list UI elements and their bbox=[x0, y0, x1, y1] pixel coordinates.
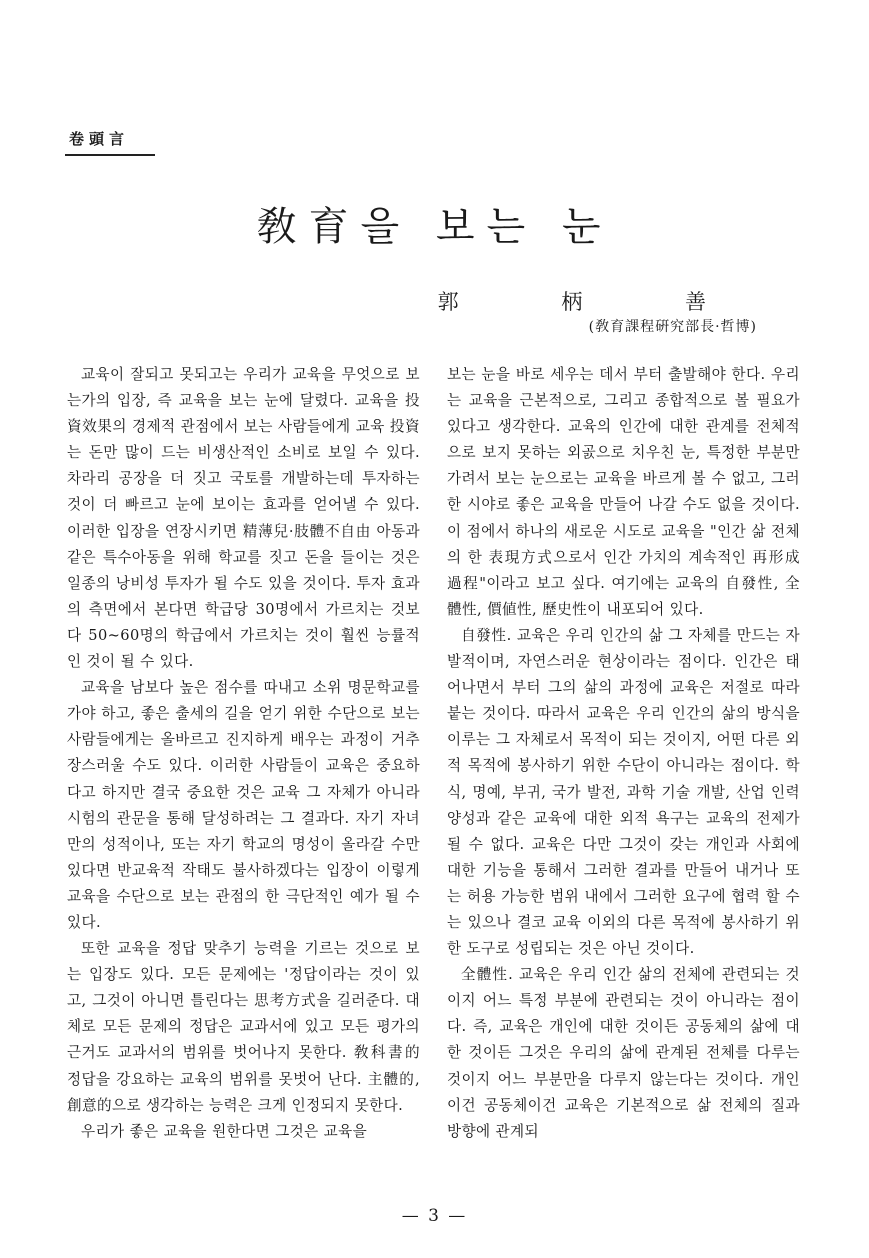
page-number: — 3 — bbox=[401, 1206, 468, 1226]
author-affiliation: (敎育課程硏究部長·哲博) bbox=[588, 319, 757, 335]
section-label: 卷頭言 bbox=[65, 128, 155, 156]
paragraph: 교육을 남보다 높은 점수를 따내고 소위 명문학교를 가야 하고, 좋은 출세의 길을 얻기 위한 수단으로 보는 사람들에게는 올바르고 진지하게 배우는 과정이 거추장스러울 수도 있다. 이러한 사람들이 교육은 중요하다고 하지만 결국 중요한 것은 교육 그 자체가 아니라 시험의 관문을 통해 달성하려는 그 결과다. 자기 자녀만의 성적이나, 또는 자기 학교의 명성이 올라갈 수만 있다면 반교육적 작태도 불사하겠다는 입장이 이렇게 교육을 수단으로 보는 관점의 한 극단적인 예가 될 수 있다. bbox=[67, 679, 420, 931]
left-column bbox=[67, 362, 420, 1145]
paragraph: 교육이 잘되고 못되고는 우리가 교육을 무엇으로 보는가의 입장, 즉 교육을 보는 눈에 달렸다. 교육을 投資效果의 경제적 관점에서 보는 사람들에게 교육 投資는 돈만 많이 드는 비생산적인 소비로 보일 수 있다. 차라리 공장을 더 짓고 국토를 개발하는데 투자하는 것이 더 빠르고 눈에 보이는 효과를 얻어낼 수 있다. 이러한 입장을 연장시키면 精薄兒·肢體不自由 아동과 같은 특수아동을 위해 학교를 짓고 돈을 들이는 것은 일종의 낭비성 투자가 될 수도 있을 것이다. 투자 효과의 측면에서 본다면 학급당 30명에서 가르치는 것보다 50~60명의 학급에서 가르치는 것이 훨씬 능률적인 것이 될 수 있다. bbox=[67, 366, 420, 671]
paragraph-autonomy: 自發性. 교육은 우리 인간의 삶 그 자체를 만드는 자발적이며, 자연스러운 현상이라는 점이다. 인간은 태어나면서 부터 그의 삶의 과정에 교육은 저절로 따라붙는 것이다. 따라서 교육은 우리 인간의 삶의 방식을 이루는 그 자체로서 목적이 되는 것이지, 어떤 다른 외적 목적에 봉사하기 위한 수단이 아니라는 점이다. 학식, 명예, 부귀, 국가 발전, 과학 기술 개발, 산업 인력 양성과 같은 교육에 대한 외적 욕구는 교육의 전제가 될 수 없다. 교육은 다만 그것이 갖는 개인과 사회에 대한 기능을 통해서 그러한 결과를 만들어 내거나 또는 허용 가능한 범위 내에서 그러한 요구에 협력 할 수는 있으나 결코 교육 이외의 다른 목적에 봉사하기 위한 도구로 성립되는 것은 아닌 것이다. bbox=[447, 626, 800, 958]
author-name: 郭 柄 善 bbox=[437, 290, 754, 314]
paragraph: 우리가 좋은 교육을 원한다면 그것은 교육을 bbox=[81, 1122, 368, 1140]
paragraph: 또한 교육을 정답 맞추기 능력을 기르는 것으로 보는 입장도 있다. 모든 문제에는 '정답이라는 것이 있고, 그것이 아니면 틀린다는 思考方式을 길러준다. 대체로 모든 문제의 정답은 교과서에 있고 모든 평가의 근거도 교과서의 범위를 벗어나지 못한다. 敎科書的 정답을 강요하는 교육의 범위를 못벗어 난다. 主體的, 創意的으로 생각하는 능력은 크게 인정되지 못한다. bbox=[67, 940, 420, 1114]
paragraph-wholeness: 全體性. 교육은 우리 인간 삶의 전체에 관련되는 것이지 어느 특정 부분에 관련되는 것이 아니라는 점이다. 즉, 교육은 개인에 대한 것이든 공동체의 삶에 대한 것이든 그것은 우리의 삶에 관계된 전체를 다루는 것이지 어느 부분만을 다루지 않는다는 것이다. 개인이건 공동체이건 교육은 기본적으로 삶 전체의 질과 방향에 관계되 bbox=[447, 966, 800, 1140]
article-title: 敎育을 보는 눈 bbox=[256, 204, 613, 250]
right-column bbox=[447, 362, 800, 1145]
paragraph: 보는 눈을 바로 세우는 데서 부터 출발해야 한다. 우리는 교육을 근본적으로, 그리고 종합적으로 볼 필요가 있다고 생각한다. 교육의 인간에 대한 관계를 전체적으로 보지 못하는 외곬으로 치우친 눈, 특정한 부분만 가려서 보는 눈으로는 교육을 바르게 볼 수 없고, 그러한 시야로 좋은 교육을 만들어 나갈 수도 없을 것이다. 이 점에서 하나의 새로운 시도로 교육을 "인간 삶 전체의 한 表現方式으로서 인간 가치의 계속적인 再形成過程"이라고 보고 싶다. 여기에는 교육의 自發性, 全體性, 價値性, 歷史性이 내포되어 있다. bbox=[447, 366, 800, 618]
